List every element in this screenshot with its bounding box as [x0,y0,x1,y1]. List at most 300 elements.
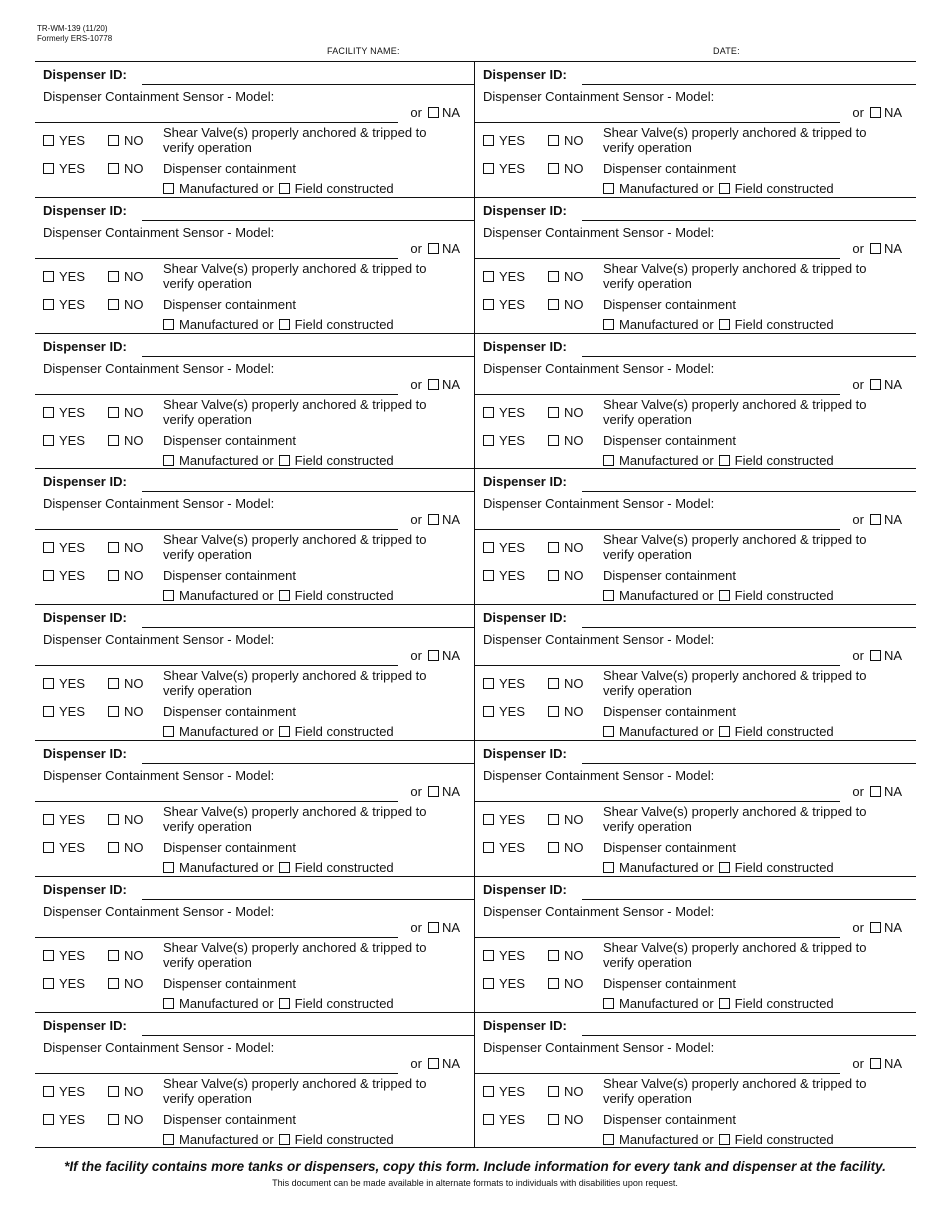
no-label: NO [124,1083,144,1099]
sensor-model-label: Dispenser Containment Sensor - Model: [43,496,275,512]
shear-valve-no-checkbox[interactable] [108,950,119,961]
dispenser-id-field[interactable] [142,1035,474,1036]
containment-type-options [163,860,394,875]
manufactured-label: Manufactured or [619,859,714,875]
sensor-model-field[interactable] [35,665,398,666]
field-constructed-label: Field constructed [294,1131,394,1147]
containment-question: Dispenser containment [163,839,296,855]
na-checkbox[interactable] [870,786,881,797]
dispenser-block [35,605,475,741]
containment-no-checkbox[interactable] [108,435,119,446]
field-constructed-checkbox[interactable] [279,590,290,601]
shear-valve-question: Shear Valve(s) properly anchored & tripped to verify operation [163,803,427,834]
sensor-model-field[interactable] [475,394,840,395]
no-label: NO [124,133,144,148]
containment-question: Dispenser containment [603,432,736,448]
shear-valve-yes-checkbox[interactable] [43,407,54,418]
containment-yes-checkbox[interactable] [43,978,54,989]
shear-valve-yes-checkbox[interactable] [483,1086,494,1097]
containment-question: Dispenser containment [603,1111,736,1127]
field-constructed-label: Field constructed [294,859,394,875]
yes-label: YES [499,404,526,420]
na-checkbox[interactable] [428,650,439,661]
containment-type-options [163,1132,394,1147]
facility-name-label: FACILITY NAME: [327,46,400,56]
no-label: NO [124,947,144,963]
dispenser-id-label: Dispenser ID: [483,881,567,897]
yes-label: YES [59,268,86,284]
field-constructed-checkbox[interactable] [719,998,730,1009]
dispenser-id-label: Dispenser ID: [483,610,567,626]
dispenser-id-field[interactable] [142,491,474,492]
manufactured-checkbox[interactable] [603,998,614,1009]
dispenser-id-field[interactable] [582,356,916,357]
shear-valve-no-checkbox[interactable] [108,1086,119,1097]
field-constructed-label: Field constructed [294,181,394,196]
no-label: NO [564,296,584,312]
na-checkbox[interactable] [870,243,881,254]
or-text: or [852,1055,864,1071]
containment-type-options [163,181,394,196]
sensor-model-field[interactable] [35,937,398,938]
field-constructed-checkbox[interactable] [719,726,730,737]
containment-yes-checkbox[interactable] [483,842,494,853]
dispenser-block [475,877,916,1013]
containment-no-checkbox[interactable] [108,1114,119,1125]
no-label: NO [124,568,144,584]
na-checkbox[interactable] [428,514,439,525]
containment-question: Dispenser containment [603,161,736,176]
containment-no-checkbox[interactable] [548,163,559,174]
field-constructed-label: Field constructed [734,452,834,468]
dispenser-id-field[interactable] [582,1035,916,1036]
na-label: NA [441,512,460,528]
sensor-model-field[interactable] [475,258,840,259]
containment-answer [43,161,144,176]
containment-answer [483,161,584,176]
dispenser-id-label: Dispenser ID: [483,67,567,82]
containment-yes-checkbox[interactable] [483,435,494,446]
containment-no-checkbox[interactable] [108,163,119,174]
manufactured-label: Manufactured or [619,181,714,196]
sensor-na-option [410,1056,460,1071]
dispenser-id-label: Dispenser ID: [43,67,127,82]
field-constructed-label: Field constructed [294,995,394,1011]
containment-type-options [163,317,394,332]
dispenser-grid [35,62,916,1148]
containment-yes-checkbox[interactable] [43,570,54,581]
na-checkbox[interactable] [428,243,439,254]
na-checkbox[interactable] [428,786,439,797]
na-checkbox[interactable] [870,514,881,525]
sensor-model-field[interactable] [35,801,398,802]
na-checkbox[interactable] [428,379,439,390]
shear-valve-no-checkbox[interactable] [548,542,559,553]
sensor-model-field[interactable] [475,665,840,666]
shear-valve-yes-checkbox[interactable] [43,1086,54,1097]
containment-question: Dispenser containment [603,975,736,991]
manufactured-label: Manufactured or [619,995,714,1011]
shear-valve-no-checkbox[interactable] [108,407,119,418]
yes-label: YES [499,296,526,312]
sensor-na-option [410,920,460,935]
dispenser-id-field[interactable] [142,220,474,221]
yes-label: YES [499,811,526,827]
manufactured-checkbox[interactable] [163,998,174,1009]
dispenser-block [475,334,916,470]
containment-no-checkbox[interactable] [548,299,559,310]
no-label: NO [564,432,584,448]
field-constructed-checkbox[interactable] [719,319,730,330]
containment-yes-checkbox[interactable] [483,163,494,174]
containment-no-checkbox[interactable] [548,842,559,853]
manufactured-checkbox[interactable] [603,862,614,873]
shear-valve-no-checkbox[interactable] [548,678,559,689]
dispenser-id-field[interactable] [142,356,474,357]
shear-valve-no-checkbox[interactable] [548,950,559,961]
no-label: NO [124,404,144,420]
containment-answer [43,704,144,719]
na-checkbox[interactable] [870,379,881,390]
sensor-model-field[interactable] [35,258,398,259]
dispenser-block [35,62,475,198]
field-constructed-label: Field constructed [734,588,834,604]
dispenser-id-field[interactable] [582,627,916,628]
manufactured-checkbox[interactable] [163,183,174,194]
no-label: NO [564,1083,584,1099]
shear-valve-no-checkbox[interactable] [548,271,559,282]
na-label: NA [441,919,460,935]
no-label: NO [564,676,584,692]
manufactured-checkbox[interactable] [603,183,614,194]
sensor-model-label: Dispenser Containment Sensor - Model: [43,89,275,104]
na-checkbox[interactable] [870,650,881,661]
containment-no-checkbox[interactable] [108,978,119,989]
manufactured-label: Manufactured or [179,588,274,604]
shear-valve-no-checkbox[interactable] [108,135,119,146]
manufactured-label: Manufactured or [179,452,274,468]
containment-type-options [603,996,834,1011]
shear-valve-yes-checkbox[interactable] [483,542,494,553]
containment-no-checkbox[interactable] [548,435,559,446]
shear-valve-answer [483,948,584,963]
shear-valve-no-checkbox[interactable] [108,814,119,825]
shear-valve-question: Shear Valve(s) properly anchored & tripped to verify operation [163,260,427,291]
manufactured-label: Manufactured or [619,316,714,332]
manufactured-checkbox[interactable] [163,319,174,330]
na-label: NA [883,376,902,392]
containment-no-checkbox[interactable] [548,1114,559,1125]
no-label: NO [124,811,144,827]
yes-label: YES [59,568,86,584]
na-checkbox[interactable] [428,1058,439,1069]
manufactured-checkbox[interactable] [603,319,614,330]
or-text: or [410,1055,422,1071]
containment-question: Dispenser containment [163,296,296,312]
containment-type-options [603,724,834,739]
field-constructed-checkbox[interactable] [279,726,290,737]
form-number: TR-WM-139 (11/20) [37,24,108,33]
dispenser-block [35,198,475,334]
shear-valve-yes-checkbox[interactable] [43,814,54,825]
containment-no-checkbox[interactable] [108,706,119,717]
shear-valve-question: Shear Valve(s) properly anchored & tripped to verify operation [163,532,427,563]
na-label: NA [441,1055,460,1071]
na-label: NA [441,105,460,120]
na-label: NA [441,648,460,664]
containment-type-options [163,453,394,468]
dispenser-id-field[interactable] [142,763,474,764]
containment-type-options [603,181,834,196]
manufactured-checkbox[interactable] [603,455,614,466]
dispenser-block [35,469,475,605]
sensor-na-option [410,105,460,120]
dispenser-id-field[interactable] [582,491,916,492]
yes-label: YES [59,676,86,692]
field-constructed-checkbox[interactable] [279,998,290,1009]
field-constructed-label: Field constructed [294,724,394,740]
containment-no-checkbox[interactable] [108,299,119,310]
shear-valve-answer [43,540,144,555]
shear-valve-answer [483,1084,584,1099]
sensor-model-field[interactable] [475,529,840,530]
accessibility-note: This document can be made available in alternate formats to individuals with disabilities upon request. [272,1178,678,1188]
field-constructed-checkbox[interactable] [279,183,290,194]
shear-valve-no-checkbox[interactable] [108,271,119,282]
no-label: NO [564,133,584,148]
containment-yes-checkbox[interactable] [43,842,54,853]
na-checkbox[interactable] [870,1058,881,1069]
containment-type-options [163,588,394,603]
sensor-model-label: Dispenser Containment Sensor - Model: [483,224,715,240]
no-label: NO [564,268,584,284]
or-text: or [410,512,422,528]
shear-valve-yes-checkbox[interactable] [43,678,54,689]
na-checkbox[interactable] [428,107,439,118]
dispenser-id-field[interactable] [582,763,916,764]
shear-valve-yes-checkbox[interactable] [483,814,494,825]
shear-valve-yes-checkbox[interactable] [43,950,54,961]
no-label: NO [564,568,584,584]
containment-yes-checkbox[interactable] [483,1114,494,1125]
field-constructed-label: Field constructed [734,995,834,1011]
na-checkbox[interactable] [428,922,439,933]
sensor-na-option [852,512,902,527]
field-constructed-checkbox[interactable] [719,590,730,601]
shear-valve-question: Shear Valve(s) properly anchored & tripped to verify operation [603,396,867,427]
shear-valve-yes-checkbox[interactable] [483,271,494,282]
shear-valve-yes-checkbox[interactable] [483,407,494,418]
manufactured-checkbox[interactable] [163,455,174,466]
containment-no-checkbox[interactable] [548,570,559,581]
containment-yes-checkbox[interactable] [43,435,54,446]
sensor-na-option [410,241,460,256]
yes-label: YES [59,540,86,556]
or-text: or [410,648,422,664]
shear-valve-answer [43,269,144,284]
no-label: NO [564,839,584,855]
dispenser-id-label: Dispenser ID: [483,474,567,490]
dispenser-id-field[interactable] [142,627,474,628]
yes-label: YES [499,540,526,556]
shear-valve-yes-checkbox[interactable] [483,135,494,146]
sensor-model-label: Dispenser Containment Sensor - Model: [483,360,715,376]
field-constructed-checkbox[interactable] [719,455,730,466]
no-label: NO [564,704,584,720]
containment-no-checkbox[interactable] [108,570,119,581]
sensor-na-option [410,512,460,527]
sensor-model-field[interactable] [35,529,398,530]
sensor-model-field[interactable] [475,1073,840,1074]
dispenser-id-label: Dispenser ID: [483,745,567,761]
shear-valve-yes-checkbox[interactable] [43,542,54,553]
no-label: NO [564,404,584,420]
shear-valve-yes-checkbox[interactable] [43,135,54,146]
field-constructed-checkbox[interactable] [279,319,290,330]
na-label: NA [883,648,902,664]
containment-yes-checkbox[interactable] [483,978,494,989]
manufactured-checkbox[interactable] [603,1134,614,1145]
dispenser-id-field[interactable] [142,84,474,85]
field-constructed-checkbox[interactable] [719,1134,730,1145]
sensor-model-field[interactable] [475,937,840,938]
dispenser-id-label: Dispenser ID: [43,474,127,490]
manufactured-label: Manufactured or [619,588,714,604]
dispenser-block [475,605,916,741]
field-constructed-checkbox[interactable] [279,862,290,873]
sensor-na-option [852,377,902,392]
field-constructed-checkbox[interactable] [719,183,730,194]
manufactured-label: Manufactured or [619,1131,714,1147]
containment-no-checkbox[interactable] [548,706,559,717]
shear-valve-no-checkbox[interactable] [548,407,559,418]
no-label: NO [124,676,144,692]
or-text: or [410,376,422,392]
containment-no-checkbox[interactable] [108,842,119,853]
no-label: NO [564,540,584,556]
manufactured-checkbox[interactable] [603,726,614,737]
yes-label: YES [59,296,86,312]
or-text: or [852,919,864,935]
dispenser-id-field[interactable] [142,899,474,900]
sensor-model-field[interactable] [35,122,398,123]
field-constructed-checkbox[interactable] [279,1134,290,1145]
containment-yes-checkbox[interactable] [43,163,54,174]
shear-valve-no-checkbox[interactable] [108,678,119,689]
sensor-model-field[interactable] [35,1073,398,1074]
shear-valve-yes-checkbox[interactable] [483,678,494,689]
containment-no-checkbox[interactable] [548,978,559,989]
shear-valve-question: Shear Valve(s) properly anchored & tripped to verify operation [603,1075,867,1106]
sensor-model-field[interactable] [35,394,398,395]
containment-question: Dispenser containment [163,568,296,584]
field-constructed-checkbox[interactable] [719,862,730,873]
field-constructed-label: Field constructed [734,859,834,875]
containment-answer [483,1112,584,1127]
containment-type-options [603,1132,834,1147]
dispenser-id-label: Dispenser ID: [43,1017,127,1033]
or-text: or [852,783,864,799]
shear-valve-yes-checkbox[interactable] [43,271,54,282]
containment-yes-checkbox[interactable] [483,570,494,581]
shear-valve-answer [43,133,144,148]
shear-valve-no-checkbox[interactable] [548,135,559,146]
containment-yes-checkbox[interactable] [43,1114,54,1125]
dispenser-block [35,1013,475,1149]
containment-yes-checkbox[interactable] [43,299,54,310]
yes-label: YES [59,947,86,963]
manufactured-checkbox[interactable] [163,726,174,737]
shear-valve-question: Shear Valve(s) properly anchored & tripped to verify operation [603,803,867,834]
shear-valve-yes-checkbox[interactable] [483,950,494,961]
shear-valve-answer [43,948,144,963]
manufactured-label: Manufactured or [179,181,274,196]
field-constructed-label: Field constructed [734,1131,834,1147]
containment-yes-checkbox[interactable] [43,706,54,717]
sensor-model-label: Dispenser Containment Sensor - Model: [43,632,275,648]
yes-label: YES [499,432,526,448]
containment-question: Dispenser containment [163,161,296,176]
field-constructed-label: Field constructed [734,724,834,740]
containment-yes-checkbox[interactable] [483,706,494,717]
dispenser-id-field[interactable] [582,899,916,900]
manufactured-checkbox[interactable] [163,1134,174,1145]
sensor-model-field[interactable] [475,801,840,802]
shear-valve-no-checkbox[interactable] [548,814,559,825]
shear-valve-answer [483,405,584,420]
shear-valve-no-checkbox[interactable] [108,542,119,553]
dispenser-block [475,62,916,198]
containment-yes-checkbox[interactable] [483,299,494,310]
field-constructed-checkbox[interactable] [279,455,290,466]
sensor-na-option [410,648,460,663]
no-label: NO [124,704,144,720]
manufactured-checkbox[interactable] [163,862,174,873]
na-label: NA [883,1055,902,1071]
manufactured-checkbox[interactable] [163,590,174,601]
field-constructed-label: Field constructed [294,452,394,468]
manufactured-checkbox[interactable] [603,590,614,601]
shear-valve-answer [483,133,584,148]
no-label: NO [564,161,584,176]
containment-answer [483,704,584,719]
sensor-model-label: Dispenser Containment Sensor - Model: [43,360,275,376]
shear-valve-question: Shear Valve(s) properly anchored & tripped to verify operation [603,260,867,291]
na-checkbox[interactable] [870,922,881,933]
or-text: or [410,783,422,799]
dispenser-id-label: Dispenser ID: [483,202,567,218]
no-label: NO [564,975,584,991]
no-label: NO [564,1111,584,1127]
containment-question: Dispenser containment [603,568,736,584]
yes-label: YES [59,839,86,855]
shear-valve-no-checkbox[interactable] [548,1086,559,1097]
sensor-model-label: Dispenser Containment Sensor - Model: [483,903,715,919]
sensor-model-label: Dispenser Containment Sensor - Model: [483,632,715,648]
na-checkbox[interactable] [870,107,881,118]
shear-valve-answer [483,676,584,691]
containment-answer [483,297,584,312]
na-label: NA [883,240,902,256]
yes-label: YES [499,161,526,176]
dispenser-id-field[interactable] [582,220,916,221]
or-text: or [852,512,864,528]
sensor-model-label: Dispenser Containment Sensor - Model: [43,767,275,783]
sensor-model-field[interactable] [475,122,840,123]
or-text: or [410,105,422,120]
no-label: NO [124,839,144,855]
dispenser-id-field[interactable] [582,84,916,85]
